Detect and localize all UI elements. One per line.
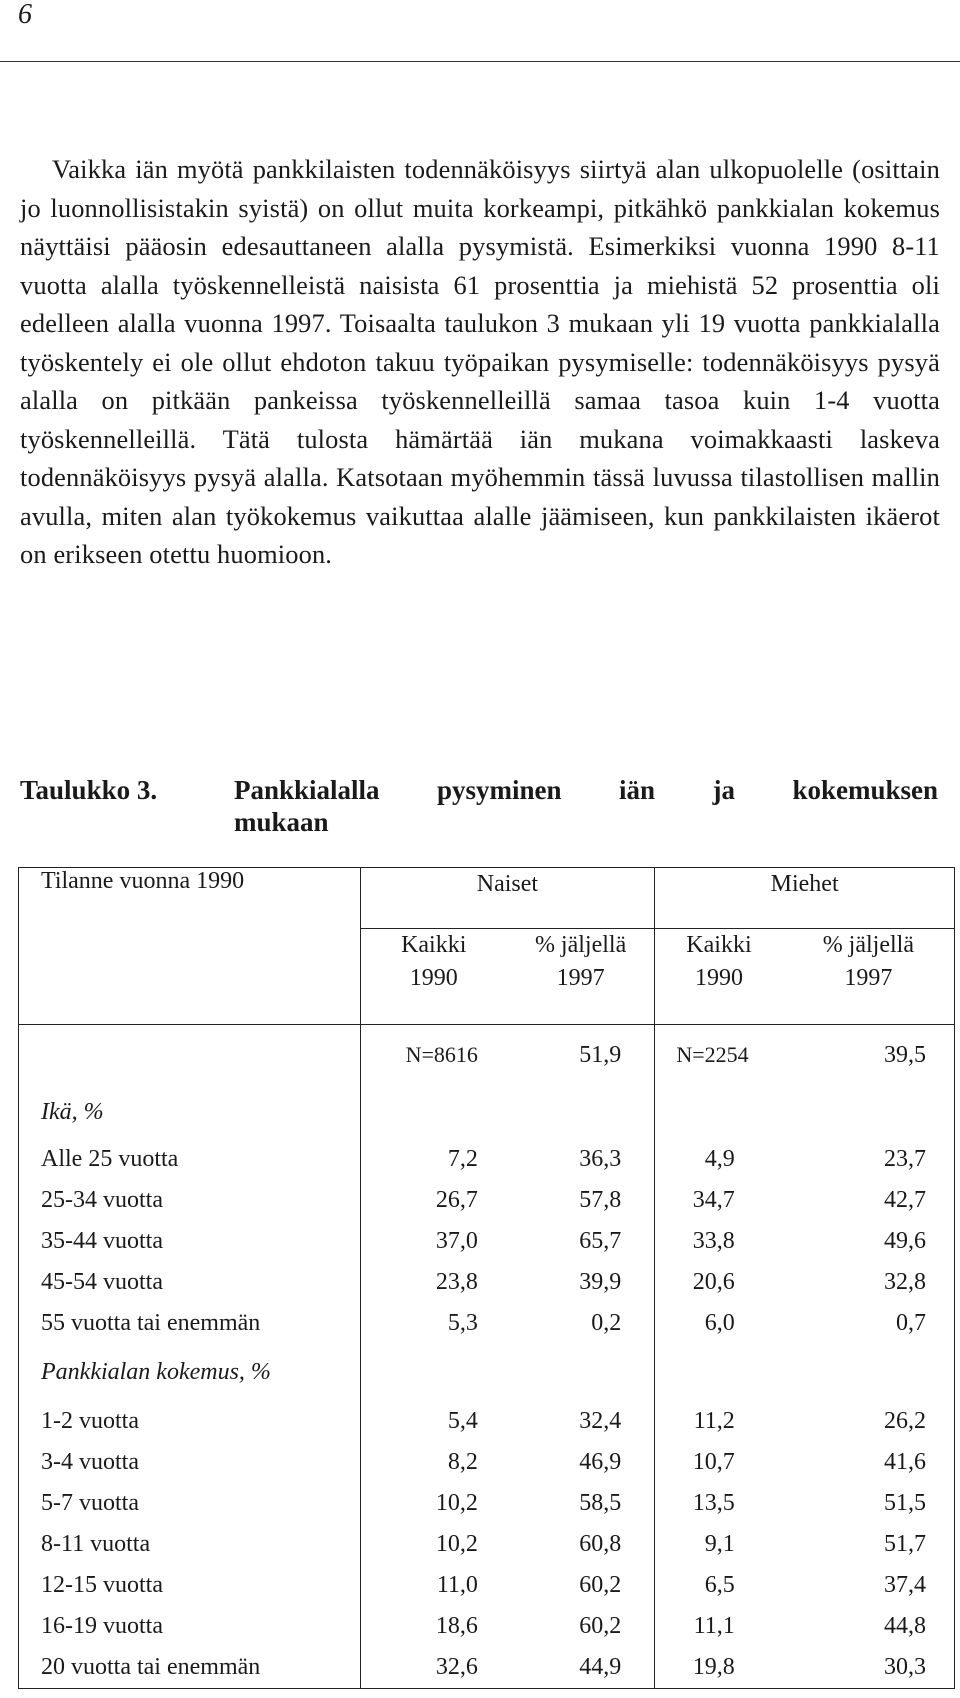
header-men-total-line2: 1990 bbox=[694, 965, 743, 991]
row-label: 1-2 vuotta bbox=[19, 1401, 361, 1442]
men-total-cell: 13,5 bbox=[655, 1483, 783, 1524]
header-women-total bbox=[360, 929, 507, 1025]
men-total-cell: 11,2 bbox=[655, 1401, 783, 1442]
row-label: 20 vuotta tai enemmän bbox=[19, 1647, 361, 1689]
table-caption-title-line1: Pankkialalla pysyminen iän ja kokemuksen bbox=[234, 775, 938, 805]
women-total-cell: 18,6 bbox=[360, 1606, 507, 1647]
women-pct-cell: 36,3 bbox=[579, 1146, 622, 1172]
table-subheader-row bbox=[19, 929, 955, 1025]
women-pct-cell: 32,4 bbox=[579, 1408, 622, 1434]
women-total-cell: 37,0 bbox=[360, 1221, 507, 1262]
women-pct-cell: 46,9 bbox=[579, 1449, 622, 1475]
men-total-cell: 34,7 bbox=[655, 1180, 783, 1221]
table-row bbox=[19, 1303, 955, 1344]
women-pct-cell: 39,9 bbox=[579, 1269, 622, 1295]
men-pct-cell: 41,6 bbox=[783, 1442, 955, 1483]
women-total-cell: 26,7 bbox=[360, 1180, 507, 1221]
header-women-total-line2: 1990 bbox=[409, 965, 458, 991]
men-total-cell: 20,6 bbox=[655, 1262, 783, 1303]
header-women-remaining-line2: 1997 bbox=[556, 965, 605, 991]
table-row bbox=[19, 1483, 955, 1524]
table-row bbox=[19, 1565, 955, 1606]
men-n: N=2254 bbox=[676, 1042, 749, 1067]
women-n: N=8616 bbox=[405, 1042, 478, 1067]
men-pct-cell: 30,3 bbox=[783, 1647, 955, 1689]
women-total-cell: 8,2 bbox=[360, 1442, 507, 1483]
section-experience-row bbox=[19, 1344, 955, 1401]
women-total-cell: 32,6 bbox=[360, 1647, 507, 1689]
women-pct-cell: 57,8 bbox=[579, 1187, 622, 1213]
men-pct-cell: 49,6 bbox=[783, 1221, 955, 1262]
table-row bbox=[19, 1401, 955, 1442]
men-pct-cell: 44,8 bbox=[783, 1606, 955, 1647]
women-total-cell: 10,2 bbox=[360, 1483, 507, 1524]
women-pct-cell: 44,9 bbox=[507, 1647, 655, 1689]
women-total-cell: 10,2 bbox=[360, 1524, 507, 1565]
header-men-remaining bbox=[783, 929, 955, 1025]
men-pct-cell: 37,4 bbox=[783, 1565, 955, 1606]
table-caption-title-line2: mukaan bbox=[234, 807, 329, 837]
table-row bbox=[19, 1442, 955, 1483]
men-total-cell: 9,1 bbox=[655, 1524, 783, 1565]
men-pct-cell: 51,7 bbox=[783, 1524, 955, 1565]
women-total-cell: 5,3 bbox=[360, 1303, 507, 1344]
section-age-row bbox=[19, 1085, 955, 1139]
header-women-remaining bbox=[507, 929, 655, 1025]
table-row bbox=[19, 1221, 955, 1262]
men-total-cell: 6,0 bbox=[655, 1303, 783, 1344]
header-men-remaining-line1: % jäljellä bbox=[822, 932, 914, 958]
row-label: 5-7 vuotta bbox=[19, 1483, 361, 1524]
men-total-cell: 19,8 bbox=[655, 1647, 783, 1689]
men-pct-cell: 51,5 bbox=[783, 1483, 955, 1524]
table-row bbox=[19, 1524, 955, 1565]
header-women-remaining-line1: % jäljellä bbox=[534, 932, 627, 958]
table-caption-title bbox=[234, 774, 938, 838]
women-total-cell: 5,4 bbox=[360, 1401, 507, 1442]
totals-row bbox=[19, 1025, 955, 1086]
table-row bbox=[19, 1647, 955, 1689]
data-table bbox=[18, 867, 955, 1689]
header-rule bbox=[0, 61, 960, 62]
table-row bbox=[19, 1180, 955, 1221]
table-row bbox=[19, 1262, 955, 1303]
body-paragraph: Vaikka iän myötä pankkilaisten todennäköisyys siirtyä alan ulkopuolelle (osittain jo luonnollisistakin syistä) on ollut muita korkeampi, pitkähkö pankkialan kokemus näyttäisi pääosin edesauttaneen alalla pysymistä. Esimerkiksi vuonna 1990 8-11 vuotta alalla työskennelleistä naisista 61 prosenttia ja miehistä 52 prosenttia oli edelleen alalla vuonna 1997. Toisaalta taulukon 3 mukaan yli 19 vuotta pankkialalla työskentely ei ole ollut ehdoton takuu työpaikan pysymiselle: todennäköisyys pysyä alalla on pitkään pankeissa työskennelleillä samaa tasoa kuin 1-4 vuotta työskennelleillä. Tätä tulosta hämärtää iän mukana voimakkaasti laskeva todennäköisyys pysyä alalla. Katsotaan myöhemmin tässä luvussa tilastollisen mallin avulla, miten alan työkokemus vaikuttaa alalle jäämiseen, kun pankkilaisten ikäerot on erikseen otettu huomioon. bbox=[20, 154, 940, 569]
header-women-total-line1: Kaikki bbox=[401, 932, 467, 958]
men-pct-cell: 32,8 bbox=[783, 1262, 955, 1303]
men-total-cell: 33,8 bbox=[655, 1221, 783, 1262]
women-total-cell: 7,2 bbox=[360, 1139, 507, 1180]
header-men-total bbox=[655, 929, 783, 1025]
header-empty bbox=[19, 929, 361, 1025]
women-pct-cell: 60,8 bbox=[579, 1531, 622, 1557]
men-total-cell: 11,1 bbox=[655, 1606, 783, 1647]
row-label: 12-15 vuotta bbox=[19, 1565, 361, 1606]
row-label: 35-44 vuotta bbox=[19, 1221, 361, 1262]
men-pct: 39,5 bbox=[783, 1025, 955, 1086]
header-men-total-line1: Kaikki bbox=[686, 932, 752, 958]
men-pct-cell: 0,7 bbox=[783, 1303, 955, 1344]
section-age-title: Ikä, % bbox=[19, 1085, 361, 1139]
women-pct-cell: 65,7 bbox=[579, 1228, 622, 1254]
section-experience-title: Pankkialan kokemus, % bbox=[19, 1344, 361, 1401]
men-total-cell: 10,7 bbox=[655, 1442, 783, 1483]
women-pct-cell: 60,2 bbox=[579, 1572, 622, 1598]
women-pct: 51,9 bbox=[579, 1042, 622, 1068]
experience-rows bbox=[19, 1401, 955, 1689]
table-row bbox=[19, 1606, 955, 1647]
header-men: Miehet bbox=[655, 868, 955, 929]
age-rows bbox=[19, 1139, 955, 1344]
women-total-cell: 23,8 bbox=[360, 1262, 507, 1303]
women-total-cell: 11,0 bbox=[360, 1565, 507, 1606]
men-total-cell: 4,9 bbox=[655, 1139, 783, 1180]
header-men-remaining-line2: 1997 bbox=[844, 965, 893, 991]
men-pct-cell: 23,7 bbox=[783, 1139, 955, 1180]
page-number: 6 bbox=[18, 0, 32, 30]
row-label: 55 vuotta tai enemmän bbox=[19, 1303, 361, 1344]
women-pct-cell: 60,2 bbox=[579, 1613, 622, 1639]
women-pct-cell: 0,2 bbox=[591, 1310, 622, 1336]
men-pct-cell: 42,7 bbox=[783, 1180, 955, 1221]
men-pct-cell: 26,2 bbox=[783, 1401, 955, 1442]
row-label: 45-54 vuotta bbox=[19, 1262, 361, 1303]
row-label: 3-4 vuotta bbox=[19, 1442, 361, 1483]
row-label: 25-34 vuotta bbox=[19, 1180, 361, 1221]
header-situation: Tilanne vuonna 1990 bbox=[19, 868, 361, 929]
women-pct-cell: 58,5 bbox=[579, 1490, 622, 1516]
header-women: Naiset bbox=[360, 868, 655, 929]
table-row bbox=[19, 1139, 955, 1180]
row-label: 8-11 vuotta bbox=[19, 1524, 361, 1565]
men-total-cell: 6,5 bbox=[655, 1565, 783, 1606]
table-caption-label: Taulukko 3. bbox=[20, 775, 158, 805]
row-label: 16-19 vuotta bbox=[19, 1606, 361, 1647]
table-header-row bbox=[19, 868, 955, 929]
row-label: Alle 25 vuotta bbox=[19, 1139, 361, 1180]
